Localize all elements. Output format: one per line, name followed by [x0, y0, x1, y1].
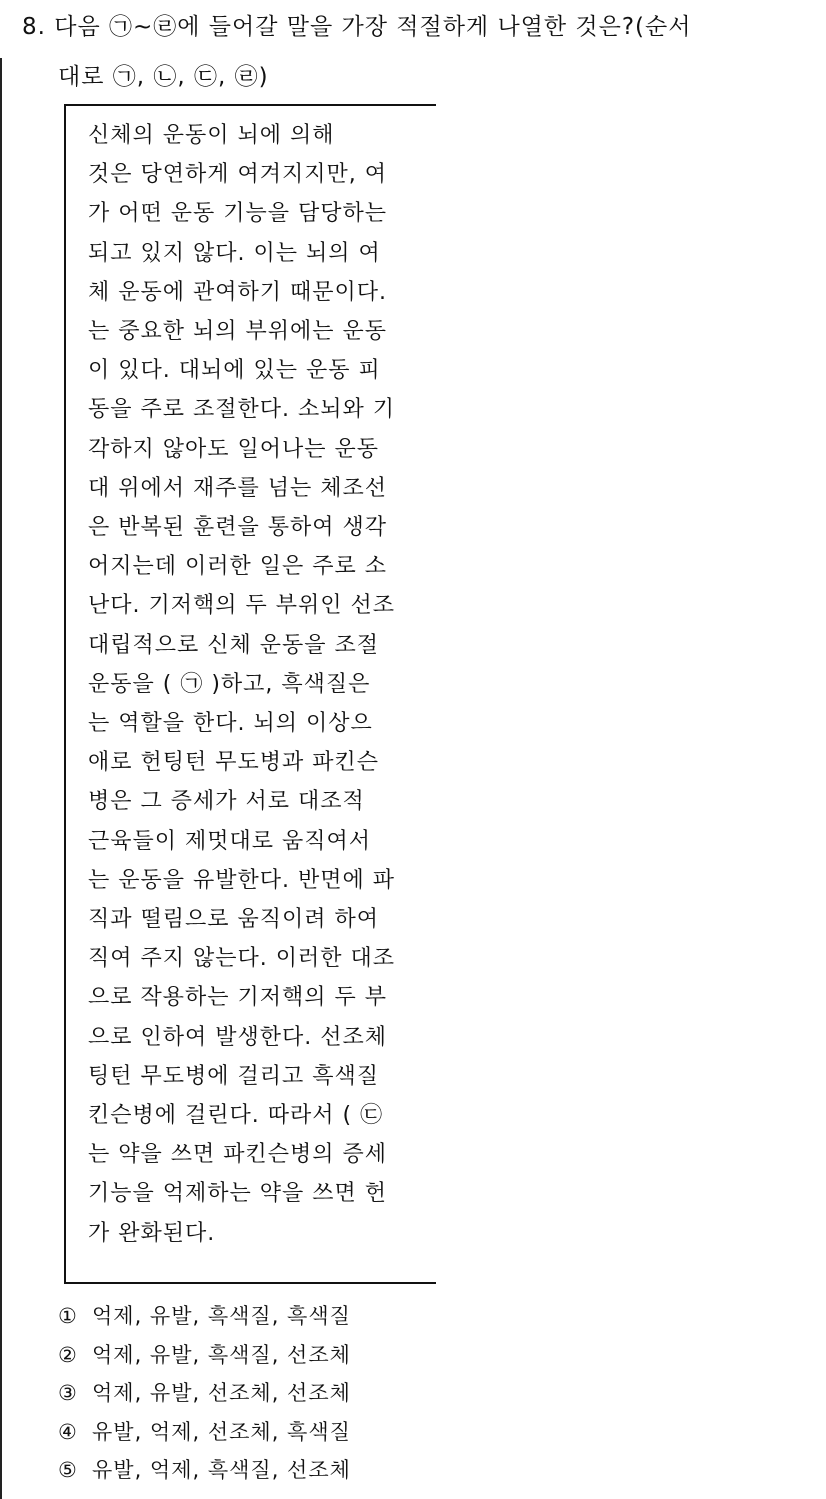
passage-line: 가 어떤 운동 기능을 담당하는 — [88, 201, 387, 227]
passage-line: 직여 주지 않는다. 이러한 대조 — [88, 946, 395, 972]
choice-number: ④ — [58, 1419, 78, 1444]
answer-choice-4[interactable] — [58, 1416, 351, 1446]
passage-line: 애로 헌팅턴 무도병과 파킨슨 — [88, 750, 380, 776]
passage-line: 대 위에서 재주를 넘는 체조선 — [88, 475, 387, 501]
passage-line: 병은 그 증세가 서로 대조적 — [88, 789, 365, 815]
passage-line: 동을 주로 조절한다. 소뇌와 기 — [88, 397, 395, 423]
passage-line: 근육들이 제멋대로 움직여서 — [88, 828, 372, 854]
answer-choice-3[interactable] — [58, 1377, 351, 1407]
passage-line: 는 중요한 뇌의 부위에는 운동 — [88, 319, 387, 344]
choice-number: ① — [58, 1304, 78, 1328]
choice-number: ⑤ — [58, 1458, 78, 1482]
passage-line: 체 운동에 관여하기 때문이다. — [88, 279, 387, 305]
passage-line: 으로 작용하는 기저핵의 두 부 — [88, 985, 387, 1011]
passage-line: 는 운동을 유발한다. 반면에 파 — [88, 867, 395, 893]
passage-line: 기능을 억제하는 약을 쓰면 헌 — [88, 1181, 387, 1207]
passage-line: 되고 있지 않다. 이는 뇌의 여 — [88, 240, 381, 266]
choice-text: 억제, 유발, 흑색질, 선조체 — [92, 1342, 351, 1367]
passage-line: 각하지 않아도 일어나는 운동 — [88, 436, 380, 462]
passage-line: 대립적으로 신체 운동을 조절 — [88, 632, 380, 658]
choice-text: 억제, 유발, 흑색질, 흑색질 — [92, 1304, 351, 1328]
passage-line: 으로 인하여 발생한다. 선조체 — [88, 1024, 387, 1050]
passage-box — [64, 104, 436, 1284]
answer-choice-1[interactable] — [58, 1300, 351, 1330]
choice-number: ③ — [58, 1381, 78, 1405]
choice-number: ② — [58, 1342, 78, 1367]
passage-line: 킨슨병에 걸린다. 따라서 ( ㉢ — [88, 1103, 384, 1128]
passage-line: 는 약을 쓰면 파킨슨병의 증세 — [88, 1142, 387, 1168]
answer-choice-2[interactable] — [58, 1339, 351, 1369]
passage-line: 가 완화된다. — [88, 1220, 216, 1246]
passage-line: 것은 당연하게 여겨지지만, 여 — [88, 162, 387, 188]
passage-line: 난다. 기저핵의 두 부위인 선조 — [88, 593, 395, 619]
choice-text: 억제, 유발, 선조체, 선조체 — [92, 1381, 351, 1405]
passage-line: 신체의 운동이 뇌에 의해 — [88, 123, 335, 148]
answer-choice-5[interactable] — [58, 1454, 351, 1484]
left-margin-rule — [0, 58, 2, 1499]
passage-line: 은 반복된 훈련을 통하여 생각 — [88, 515, 387, 540]
question-text-line-2: 대로 ㉠, ㉡, ㉢, ㉣) — [58, 64, 269, 90]
passage-line: 직과 떨림으로 움직이려 하여 — [88, 907, 380, 932]
passage-line: 어지는데 이러한 일은 주로 소 — [88, 554, 387, 580]
choice-text: 유발, 억제, 선조체, 흑색질 — [92, 1419, 351, 1444]
passage-line: 운동을 ( ㉠ )하고, 흑색질은 — [88, 671, 371, 697]
passage-line: 는 역할을 한다. 뇌의 이상으 — [88, 711, 373, 736]
choice-text: 유발, 억제, 흑색질, 선조체 — [92, 1458, 351, 1482]
passage-line: 팅턴 무도병에 걸리고 흑색질 — [88, 1063, 380, 1089]
question-text-line-1: 8. 다음 ㉠~㉣에 들어갈 말을 가장 적절하게 나열한 것은?(순서 — [22, 14, 692, 40]
passage-line: 이 있다. 대뇌에 있는 운동 피 — [88, 358, 381, 384]
